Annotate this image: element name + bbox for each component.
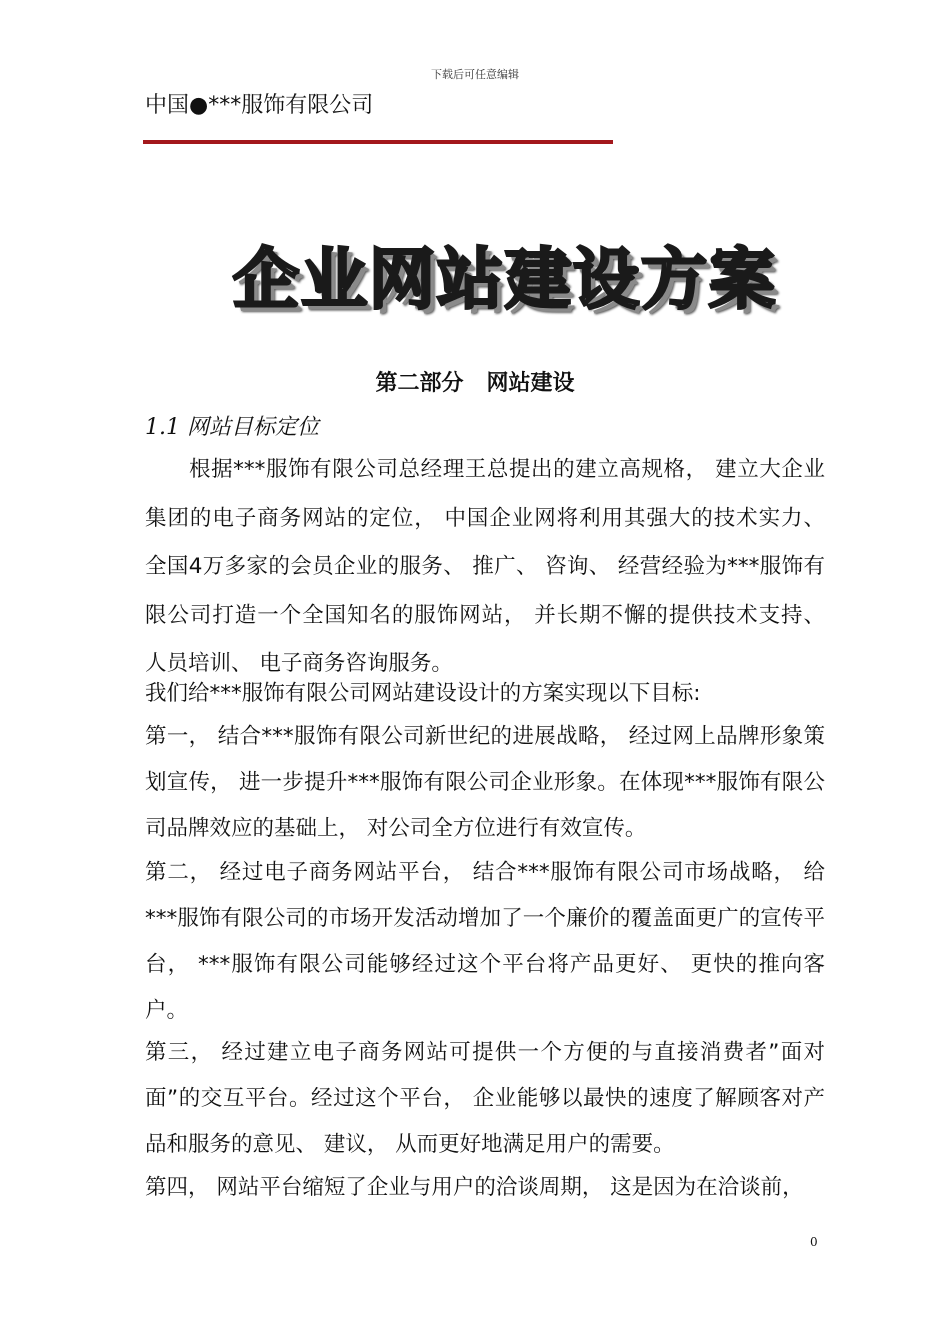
body-paragraph-goals (145, 677, 825, 711)
document-title: 企业网站建设方案 (233, 241, 777, 318)
header-divider-line (143, 140, 613, 144)
section-heading: 第二部分 网站建设 (375, 371, 575, 396)
page-number: 0 (810, 1235, 818, 1249)
paragraph-first-goal: 第一， 结合***服饰有限公司新世纪的进展战略， 经过网上品牌形象策划宣传， 进一步提升***服饰有限公司企业形象。在体现***服饰有限公司品牌效应的基础上， 对公司全方位进行有效宣传。 (145, 724, 825, 841)
body-paragraph-intro (145, 446, 825, 689)
paragraph-second-goal: 第二， 经过电子商务网站平台， 结合***服饰有限公司市场战略， 给***服饰有限公司的市场开发活动增加了一个廉价的覆盖面更广的宣传平台， ***服饰有限公司能够经过这个平台将产品更好、 更快的推向客户。 (145, 860, 825, 1023)
body-paragraph-first (145, 714, 825, 852)
paragraph-fourth-goal: 第四， 网站平台缩短了企业与用户的洽谈周期， 这是因为在洽谈前， (145, 1175, 804, 1200)
body-paragraph-second (145, 850, 825, 1034)
paragraph-goals-intro: 我们给***服饰有限公司网站建设设计的方案实现以下目标: (145, 681, 701, 706)
company-name-header: 中国●***服饰有限公司 (145, 93, 374, 118)
body-paragraph-third (145, 1030, 825, 1168)
subsection-heading: 1.1 网站目标定位 (145, 415, 319, 440)
document-title-block (165, 240, 845, 320)
paragraph-intro-text: 根据***服饰有限公司总经理王总提出的建立高规格， 建立大企业集团的电子商务网站的定位， 中国企业网将利用其强大的技术实力、 全国4万多家的会员企业的服务、 推广、 咨询、 经营经验为***服饰有限公司打造一个全国知名的服饰网站， 并长期不懈的提供技术支持、 人员培训、 电子商务咨询服务。 (145, 457, 825, 676)
body-paragraph-fourth (145, 1165, 825, 1211)
paragraph-third-goal: 第三， 经过建立电子商务网站可提供一个方便的与直接消费者”面对面”的交互平台。经过这个平台， 企业能够以最快的速度了解顾客对产品和服务的意见、 建议， 从而更好地满足用户的需要。 (145, 1040, 825, 1157)
download-watermark: 下载后可任意编辑 (431, 68, 519, 81)
